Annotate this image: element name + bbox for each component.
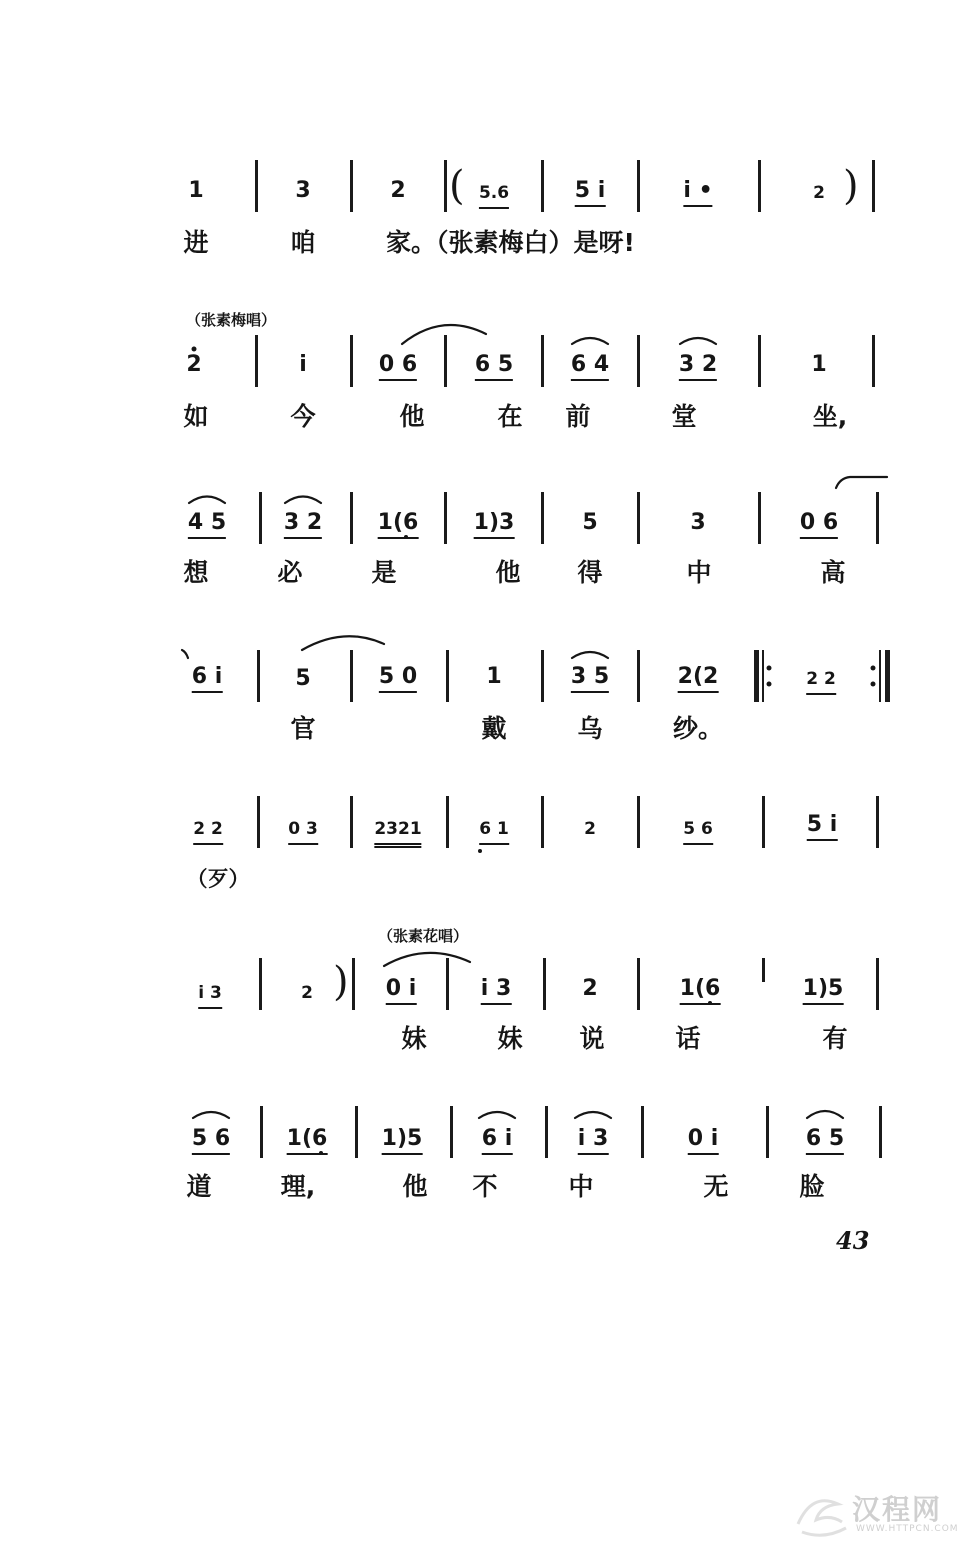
note: 6 i (192, 664, 223, 693)
singer-tag: （张素花唱） (378, 927, 469, 945)
lyric: 纱。 (672, 714, 724, 743)
lyric: 乌 (577, 714, 603, 743)
lyric: 今 (290, 402, 316, 431)
lyric: 话 (675, 1024, 701, 1053)
slur (193, 1112, 229, 1118)
note: i 3 (578, 1126, 609, 1155)
note: 3 2 (679, 352, 717, 381)
watermark-text: 汉程网 (852, 1493, 943, 1526)
slur (189, 497, 225, 504)
note: 5 i (807, 812, 838, 841)
slur (479, 1112, 515, 1118)
slur (680, 338, 716, 344)
slur (572, 338, 608, 344)
note: 1(6 (287, 1126, 328, 1155)
note: 0 i (688, 1126, 719, 1155)
octave-dot (192, 347, 197, 352)
lyric: 他 (399, 402, 425, 431)
lyric: 家。（张素梅白）是呀! (386, 228, 635, 257)
note: 1)5 (382, 1126, 423, 1155)
slur (575, 1112, 611, 1118)
note: 1(6 (680, 976, 721, 1005)
lyric: 戴 (481, 714, 507, 743)
lyric: 必 (277, 558, 303, 587)
note: 3 (690, 510, 706, 535)
note: 6 5 (806, 1126, 844, 1155)
note: i 3 (481, 976, 512, 1005)
note: 1)3 (474, 510, 515, 539)
open-paren: ( (449, 163, 465, 209)
note: 2 2 (806, 666, 836, 695)
slur (836, 477, 887, 488)
note: 1)5 (803, 976, 844, 1005)
note: 1 (811, 352, 827, 377)
lyric: 是 (371, 558, 397, 587)
note: 5 (582, 510, 598, 535)
lyric: 如 (183, 402, 209, 431)
page-number: 43 (836, 1226, 870, 1255)
lyric: 妹 (497, 1024, 523, 1053)
note: 2 (584, 819, 596, 839)
octave-dot (708, 1001, 712, 1005)
slur (182, 650, 188, 658)
lyric: 不 (472, 1172, 498, 1201)
lyric: 咱 (290, 228, 316, 257)
close-paren: ) (333, 959, 349, 1005)
lyric: 妹 (401, 1024, 427, 1053)
note: 2321 (374, 816, 421, 848)
octave-dot (404, 535, 408, 539)
slur (807, 1111, 843, 1118)
lyric: 得 (577, 558, 603, 587)
singer-tag: （张素梅唱） (186, 311, 277, 329)
lyric: 他 (402, 1172, 428, 1201)
slur (384, 953, 470, 966)
note: 5 0 (379, 664, 417, 693)
lyric: 想 (183, 558, 209, 587)
note: 1(6 (378, 510, 419, 539)
note: i (299, 352, 307, 377)
octave-dot (478, 849, 482, 853)
lyric: 无 (703, 1172, 729, 1201)
note: 2 2 (193, 816, 223, 845)
octave-dot (319, 1151, 323, 1155)
lyric: 官 (290, 714, 316, 743)
lyric: 理, (280, 1172, 316, 1201)
lyric: 堂 (671, 402, 697, 431)
repeat-dot (767, 666, 772, 671)
repeat-dot (871, 682, 876, 687)
note: 0 6 (800, 510, 838, 539)
note: 5 6 (192, 1126, 230, 1155)
note: 6 1 (479, 816, 509, 845)
note: 6 i (482, 1126, 513, 1155)
note: 5 (295, 666, 311, 691)
note: 6 4 (571, 352, 609, 381)
lyric: 中 (568, 1172, 594, 1201)
note: 5 i (575, 178, 606, 207)
slur (572, 652, 608, 658)
note: 3 2 (284, 510, 322, 539)
note: 2(2 (678, 664, 719, 693)
note: 3 5 (571, 664, 609, 693)
lyric: 中 (686, 558, 712, 587)
lyric: 进 (183, 228, 209, 257)
lyric: 道 (186, 1172, 212, 1201)
note: 1 (486, 664, 502, 689)
note: 6 5 (475, 352, 513, 381)
note: 1 (188, 178, 204, 203)
lyric: 在 (497, 402, 523, 431)
slur (402, 325, 486, 344)
lyric: 说 (579, 1024, 605, 1053)
lyric: 高 (820, 558, 846, 587)
note: 0 6 (379, 352, 417, 381)
lyric: 前 (565, 402, 591, 431)
lyric: 他 (495, 558, 521, 587)
watermark-url: WWW.HTTPCN.COM (856, 1524, 959, 1534)
note: 4 5 (188, 510, 226, 539)
slur (285, 497, 321, 504)
note: 2 (813, 183, 825, 203)
note: 5 6 (683, 816, 713, 845)
note: 2 (390, 178, 406, 203)
note: 2 (186, 352, 202, 377)
note: 2 (301, 983, 313, 1003)
note: i 3 (198, 980, 222, 1009)
repeat-dot (767, 682, 772, 687)
note: 0 i (386, 976, 417, 1005)
note: i • (683, 178, 712, 207)
lyric: 有 (822, 1024, 848, 1053)
note: 2 (582, 976, 598, 1001)
lyric: 脸 (799, 1172, 825, 1201)
note: 5.6 (479, 180, 509, 209)
lyric: 坐, (812, 402, 848, 431)
note: 0 3 (288, 816, 318, 845)
lyric: （歹） (186, 867, 250, 891)
close-paren: ) (843, 163, 859, 209)
slur (302, 636, 384, 650)
repeat-dot (871, 666, 876, 671)
note: 3 (295, 178, 311, 203)
